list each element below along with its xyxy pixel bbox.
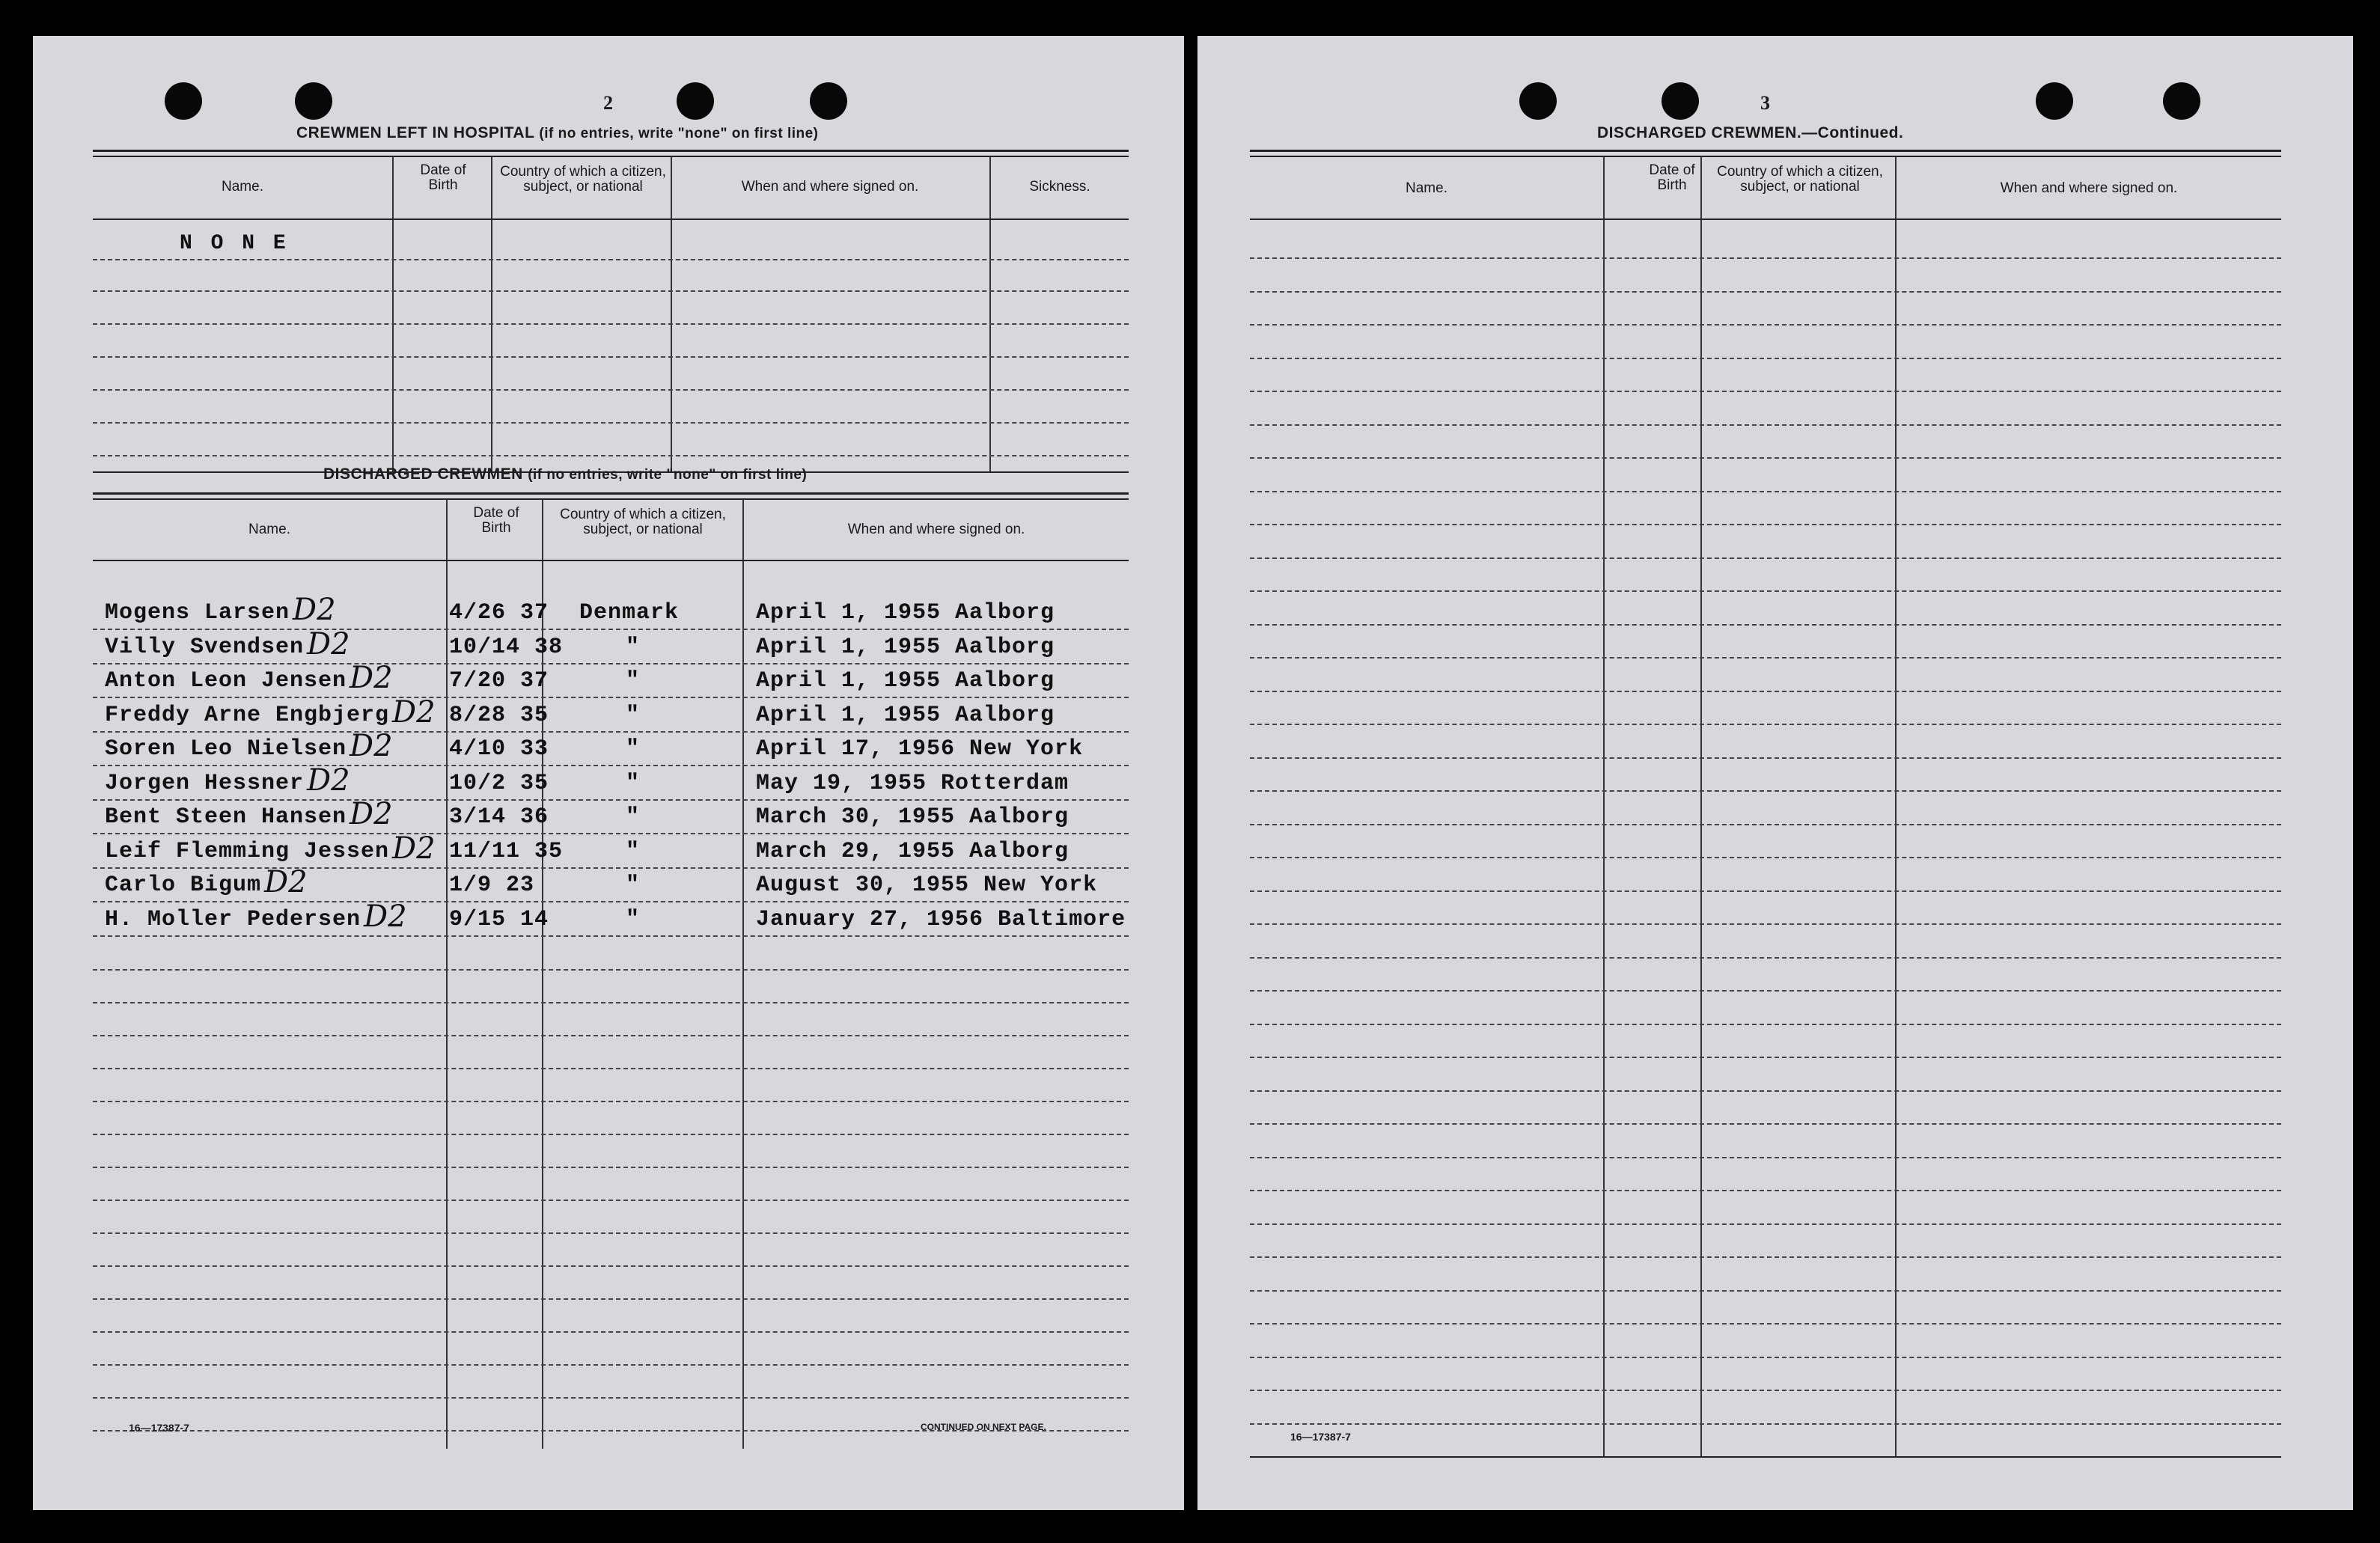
table-row bbox=[93, 389, 1129, 391]
column-divider bbox=[491, 157, 492, 471]
table-row bbox=[93, 455, 1129, 456]
header-country: Country of which a citizen, subject, or national bbox=[1717, 164, 1883, 195]
crewman-signed-on: January 27, 1956 Baltimore bbox=[756, 906, 1126, 932]
crewman-dob: 10/2 35 bbox=[449, 770, 549, 796]
table-row bbox=[1250, 391, 2281, 392]
header-dob: Date of Birth bbox=[473, 505, 519, 536]
table-row bbox=[1250, 291, 2281, 293]
handwritten-discharge-mark: D2 bbox=[350, 729, 393, 763]
crewman-country: " bbox=[626, 702, 641, 728]
left-page bbox=[33, 36, 1184, 1510]
crewman-country: " bbox=[626, 873, 641, 898]
crewman-dob: 9/15 14 bbox=[449, 906, 549, 932]
right-page bbox=[1197, 36, 2353, 1510]
crewman-dob: 4/10 33 bbox=[449, 736, 549, 762]
crewman-name: Jorgen Hessner bbox=[105, 770, 305, 796]
handwritten-discharge-mark: D2 bbox=[307, 763, 350, 798]
table-row bbox=[93, 1232, 1129, 1234]
table-row bbox=[1250, 990, 2281, 992]
crewman-name: Bent Steen Hansen bbox=[105, 804, 347, 830]
crewman-signed-on: April 1, 1955 Aalborg bbox=[756, 668, 1055, 694]
rule bbox=[93, 560, 1129, 561]
table-row bbox=[93, 867, 1129, 869]
rule bbox=[93, 150, 1129, 152]
column-divider bbox=[446, 500, 448, 1449]
table-row bbox=[93, 969, 1129, 971]
table-row bbox=[1250, 358, 2281, 359]
table-row bbox=[1250, 957, 2281, 959]
crewman-dob: 4/26 37 bbox=[449, 600, 549, 626]
crewman-country: " bbox=[626, 838, 641, 864]
header-dob: Date of Birth bbox=[420, 162, 466, 193]
table-row bbox=[1250, 857, 2281, 858]
header-country: Country of which a citizen, subject, or national bbox=[560, 507, 726, 537]
form-number: 16—17387-7 bbox=[129, 1422, 189, 1434]
crewman-signed-on: April 1, 1955 Aalborg bbox=[756, 634, 1055, 660]
table-row bbox=[93, 663, 1129, 664]
table-row bbox=[1250, 1057, 2281, 1058]
table-row bbox=[93, 799, 1129, 801]
table-row bbox=[1250, 824, 2281, 825]
table-row bbox=[93, 1364, 1129, 1366]
rule bbox=[93, 156, 1129, 157]
punch-hole bbox=[165, 82, 202, 120]
table-row bbox=[93, 697, 1129, 698]
table-row bbox=[1250, 1423, 2281, 1425]
table-row bbox=[1250, 424, 2281, 426]
table-row bbox=[93, 356, 1129, 358]
handwritten-discharge-mark: D2 bbox=[350, 661, 393, 695]
crewman-country: " bbox=[626, 804, 641, 830]
table-row bbox=[1250, 557, 2281, 559]
crewman-name: Mogens Larsen bbox=[105, 600, 290, 626]
crewman-dob: 1/9 23 bbox=[449, 873, 535, 898]
handwritten-discharge-mark: D2 bbox=[364, 899, 407, 934]
column-divider bbox=[392, 157, 394, 471]
table-row bbox=[93, 901, 1129, 902]
punch-hole bbox=[295, 82, 332, 120]
header-signed-on: When and where signed on. bbox=[847, 522, 1025, 537]
crewman-dob: 8/28 35 bbox=[449, 702, 549, 728]
table-row bbox=[93, 1002, 1129, 1003]
table-row bbox=[93, 290, 1129, 292]
table-row bbox=[1250, 624, 2281, 626]
handwritten-discharge-mark: D2 bbox=[307, 626, 350, 661]
column-divider bbox=[1895, 157, 1897, 1458]
hospital-entry: N O N E bbox=[180, 232, 289, 255]
table-row bbox=[1250, 324, 2281, 326]
crewman-dob: 3/14 36 bbox=[449, 804, 549, 830]
handwritten-discharge-mark: D2 bbox=[392, 831, 436, 866]
crewman-signed-on: August 30, 1955 New York bbox=[756, 873, 1098, 898]
crewman-signed-on: March 30, 1955 Aalborg bbox=[756, 804, 1070, 830]
table-row bbox=[93, 1200, 1129, 1201]
crewman-name: Freddy Arne Engbjerg bbox=[105, 702, 390, 728]
table-row bbox=[1250, 1390, 2281, 1391]
table-row bbox=[1250, 590, 2281, 592]
table-row bbox=[93, 259, 1129, 260]
table-row bbox=[93, 1167, 1129, 1168]
table-row bbox=[1250, 1357, 2281, 1358]
table-row bbox=[1250, 757, 2281, 759]
form-number: 16—17387-7 bbox=[1290, 1431, 1351, 1443]
crewman-name: Anton Leon Jensen bbox=[105, 668, 347, 694]
handwritten-discharge-mark: D2 bbox=[392, 694, 436, 730]
table-row bbox=[93, 1035, 1129, 1036]
continued-note: CONTINUED ON NEXT PAGE. bbox=[921, 1422, 1046, 1432]
table-row bbox=[1250, 457, 2281, 459]
discharged-section-title: DISCHARGED CREWMEN (if no entries, write "none" on first line) bbox=[323, 465, 808, 483]
header-signed-on: When and where signed on. bbox=[741, 179, 919, 195]
hospital-section-title: CREWMEN LEFT IN HOSPITAL (if no entries, write "none" on first line) bbox=[296, 124, 819, 141]
column-divider bbox=[742, 500, 744, 1449]
punch-hole bbox=[2036, 82, 2073, 120]
table-row bbox=[93, 323, 1129, 325]
header-sickness: Sickness. bbox=[1029, 179, 1090, 195]
punch-hole bbox=[677, 82, 714, 120]
crewman-signed-on: May 19, 1955 Rotterdam bbox=[756, 770, 1070, 796]
table-row bbox=[93, 765, 1129, 766]
table-row bbox=[1250, 923, 2281, 925]
column-divider bbox=[671, 157, 672, 471]
table-row bbox=[1250, 1190, 2281, 1191]
punch-hole bbox=[1662, 82, 1699, 120]
crewman-name: Carlo Bigum bbox=[105, 873, 262, 898]
crewman-signed-on: April 1, 1955 Aalborg bbox=[756, 600, 1055, 626]
rule bbox=[93, 219, 1129, 220]
crewman-name: Soren Leo Nielsen bbox=[105, 736, 347, 762]
table-row bbox=[1250, 257, 2281, 259]
table-row bbox=[1250, 724, 2281, 725]
table-row bbox=[1250, 691, 2281, 692]
table-row bbox=[1250, 657, 2281, 659]
crewman-dob: 10/14 38 bbox=[449, 634, 564, 660]
table-row bbox=[1250, 491, 2281, 492]
rule bbox=[1250, 1456, 2281, 1458]
table-row bbox=[93, 935, 1129, 937]
crewman-name: H. Moller Pedersen bbox=[105, 906, 361, 932]
table-row bbox=[93, 1331, 1129, 1333]
handwritten-discharge-mark: D2 bbox=[264, 865, 308, 899]
table-row bbox=[1250, 1256, 2281, 1258]
table-row bbox=[93, 1397, 1129, 1399]
rule bbox=[1250, 150, 2281, 152]
crewman-country: " bbox=[626, 668, 641, 694]
header-name: Name. bbox=[222, 179, 263, 195]
rule bbox=[1250, 156, 2281, 157]
crewman-country: " bbox=[626, 736, 641, 762]
crewman-dob: 7/20 37 bbox=[449, 668, 549, 694]
punch-hole bbox=[2163, 82, 2200, 120]
header-country: Country of which a citizen, subject, or national bbox=[500, 164, 666, 195]
table-row bbox=[1250, 790, 2281, 792]
column-divider bbox=[989, 157, 991, 471]
table-row bbox=[93, 1134, 1129, 1135]
right-section-title: DISCHARGED CREWMEN.—Continued. bbox=[1597, 124, 1904, 141]
table-row bbox=[1250, 1123, 2281, 1125]
crewman-name: Villy Svendsen bbox=[105, 634, 305, 660]
table-row bbox=[93, 731, 1129, 733]
header-name: Name. bbox=[248, 522, 290, 537]
table-row bbox=[93, 1068, 1129, 1069]
header-dob: Date of Birth bbox=[1649, 162, 1695, 193]
table-row bbox=[93, 629, 1129, 630]
crewman-signed-on: March 29, 1955 Aalborg bbox=[756, 838, 1070, 864]
table-row bbox=[1250, 524, 2281, 525]
table-row bbox=[1250, 1323, 2281, 1324]
handwritten-discharge-mark: D2 bbox=[293, 593, 336, 627]
crewman-country: " bbox=[626, 634, 641, 660]
punch-hole bbox=[810, 82, 847, 120]
page-number: 3 bbox=[1760, 92, 1770, 114]
crewman-name: Leif Flemming Jessen bbox=[105, 838, 390, 864]
header-signed-on: When and where signed on. bbox=[2000, 180, 2178, 196]
page-number: 2 bbox=[603, 92, 613, 114]
column-divider bbox=[1700, 157, 1702, 1458]
table-row bbox=[93, 1101, 1129, 1102]
punch-hole bbox=[1519, 82, 1557, 120]
table-row bbox=[1250, 1157, 2281, 1158]
rule bbox=[1250, 219, 2281, 220]
rule bbox=[93, 492, 1129, 495]
crewman-country: " bbox=[626, 770, 641, 796]
handwritten-discharge-mark: D2 bbox=[350, 797, 393, 831]
crewman-country: Denmark bbox=[579, 600, 680, 626]
table-row bbox=[93, 1265, 1129, 1267]
table-row bbox=[93, 833, 1129, 834]
table-row bbox=[93, 1298, 1129, 1300]
table-row bbox=[93, 422, 1129, 424]
column-divider bbox=[1603, 157, 1605, 1458]
crewman-signed-on: April 17, 1956 New York bbox=[756, 736, 1084, 762]
table-row bbox=[1250, 890, 2281, 892]
table-row bbox=[1250, 1090, 2281, 1092]
crewman-signed-on: April 1, 1955 Aalborg bbox=[756, 702, 1055, 728]
table-row bbox=[1250, 1024, 2281, 1025]
crewman-country: " bbox=[626, 906, 641, 932]
header-name: Name. bbox=[1406, 180, 1447, 196]
rule bbox=[93, 498, 1129, 500]
crewman-dob: 11/11 35 bbox=[449, 838, 564, 864]
table-row bbox=[1250, 1290, 2281, 1292]
table-row bbox=[1250, 1223, 2281, 1225]
